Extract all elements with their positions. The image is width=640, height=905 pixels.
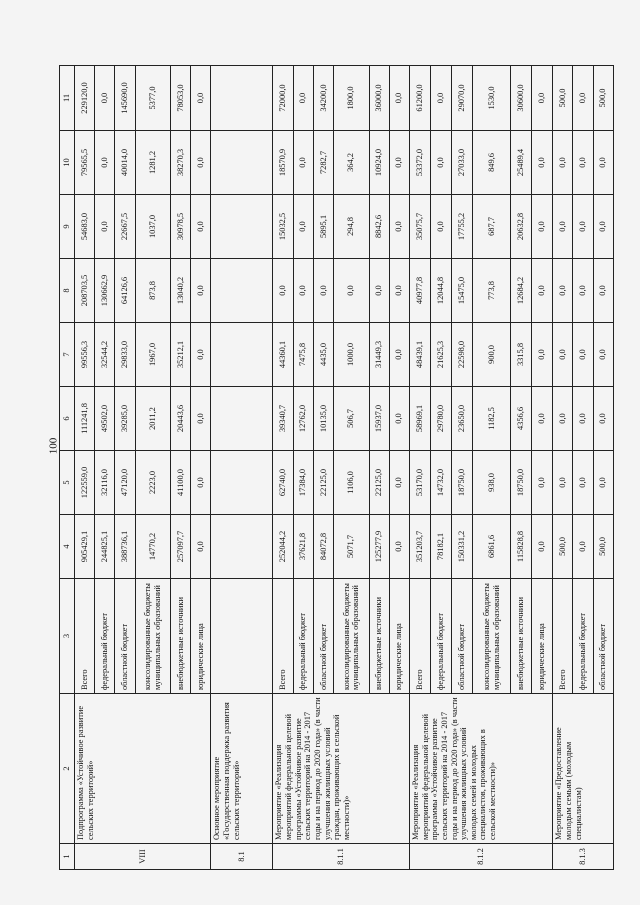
- empty-cell: [211, 451, 273, 515]
- amount-cell: 21625,3: [431, 323, 452, 387]
- amount-cell: 244825,1: [95, 515, 115, 579]
- amount-cell: 0,0: [593, 451, 613, 515]
- amount-cell: 0,0: [389, 515, 409, 579]
- amount-cell: 938,0: [473, 451, 510, 515]
- amount-cell: 39340,7: [273, 387, 293, 451]
- amount-cell: 0,0: [273, 259, 293, 323]
- funding-source: Всего: [75, 579, 95, 694]
- amount-cell: 58969,1: [409, 387, 430, 451]
- amount-cell: 0,0: [573, 451, 593, 515]
- amount-cell: 14770,2: [135, 515, 171, 579]
- amount-cell: 0,0: [431, 131, 452, 195]
- amount-cell: 0,0: [573, 323, 593, 387]
- amount-cell: 0,0: [95, 131, 115, 195]
- amount-cell: 0,0: [191, 515, 211, 579]
- amount-cell: 37621,8: [293, 515, 313, 579]
- amount-cell: 7282,7: [313, 131, 333, 195]
- amount-cell: 0,0: [313, 259, 333, 323]
- amount-cell: 0,0: [553, 387, 573, 451]
- amount-cell: 364,2: [333, 131, 369, 195]
- amount-cell: 31449,3: [369, 323, 389, 387]
- funding-source: консолидированные бюджеты муниципальных образований: [473, 579, 510, 694]
- amount-cell: 40977,8: [409, 259, 430, 323]
- amount-cell: 8842,6: [369, 195, 389, 259]
- amount-cell: 20443,6: [171, 387, 191, 451]
- amount-cell: 0,0: [191, 323, 211, 387]
- item-name: Мероприятие «Реализация мероприятий федеральной целевой программы «Устойчивое развитие сельских территорий на 2014 - 2017 годы и на период до 2020 года» (в части улучшения жилищных условий граждан, проживающих в сельской местности)»: [273, 694, 409, 844]
- empty-cell: [211, 387, 273, 451]
- amount-cell: 0,0: [573, 515, 593, 579]
- table-row: [75, 66, 95, 870]
- amount-cell: 29070,0: [452, 66, 473, 131]
- amount-cell: 29833,0: [115, 323, 135, 387]
- item-name: Мероприятие «Предоставление молодым семьям (молодым специалистам): [553, 694, 614, 844]
- amount-cell: 30978,5: [171, 195, 191, 259]
- amount-cell: 12044,8: [431, 259, 452, 323]
- amount-cell: 0,0: [191, 66, 211, 131]
- header-cell: 11: [60, 66, 75, 131]
- amount-cell: 0,0: [389, 131, 409, 195]
- amount-cell: 22598,0: [452, 323, 473, 387]
- funding-source: областной бюджет: [593, 579, 613, 694]
- amount-cell: 1530,0: [473, 66, 510, 131]
- amount-cell: 23650,0: [452, 387, 473, 451]
- amount-cell: 0,0: [389, 195, 409, 259]
- amount-cell: 0,0: [593, 131, 613, 195]
- header-cell: 8: [60, 259, 75, 323]
- funding-source: федеральный бюджет: [573, 579, 593, 694]
- amount-cell: 0,0: [531, 323, 552, 387]
- amount-cell: 900,0: [473, 323, 510, 387]
- amount-cell: 5377,0: [135, 66, 171, 131]
- amount-cell: 294,8: [333, 195, 369, 259]
- header-cell: 6: [60, 387, 75, 451]
- amount-cell: 229120,0: [75, 66, 95, 131]
- amount-cell: 12762,0: [293, 387, 313, 451]
- amount-cell: 0,0: [191, 131, 211, 195]
- empty-cell: [211, 195, 273, 259]
- empty-cell: [211, 515, 273, 579]
- amount-cell: 0,0: [333, 259, 369, 323]
- amount-cell: 53170,0: [409, 451, 430, 515]
- amount-cell: 13040,2: [171, 259, 191, 323]
- amount-cell: 15937,0: [369, 387, 389, 451]
- funding-source: внебюджетные источники: [369, 579, 389, 694]
- amount-cell: 873,8: [135, 259, 171, 323]
- empty-cell: [211, 131, 273, 195]
- amount-cell: 252044,2: [273, 515, 293, 579]
- amount-cell: 78182,1: [431, 515, 452, 579]
- amount-cell: 0,0: [293, 66, 313, 131]
- amount-cell: 0,0: [389, 387, 409, 451]
- amount-cell: 0,0: [95, 195, 115, 259]
- amount-cell: 61200,0: [409, 66, 430, 131]
- funding-source: внебюджетные источники: [171, 579, 191, 694]
- funding-source: областной бюджет: [115, 579, 135, 694]
- row-index: VIII: [75, 844, 211, 870]
- amount-cell: 0,0: [389, 451, 409, 515]
- amount-cell: 0,0: [553, 131, 573, 195]
- amount-cell: 22667,5: [115, 195, 135, 259]
- amount-cell: 1000,0: [333, 323, 369, 387]
- amount-cell: 0,0: [553, 259, 573, 323]
- amount-cell: 0,0: [389, 259, 409, 323]
- row-index: 8.1.3: [553, 844, 614, 870]
- funding-source: консолидированные бюджеты муниципальных образований: [135, 579, 171, 694]
- amount-cell: 84072,8: [313, 515, 333, 579]
- table-row: [553, 66, 573, 870]
- table-row: [409, 66, 430, 870]
- header-cell: 4: [60, 515, 75, 579]
- amount-cell: 0,0: [531, 515, 552, 579]
- amount-cell: 1967,0: [135, 323, 171, 387]
- funding-source: Всего: [553, 579, 573, 694]
- item-name: Подпрограмма «Устойчивое развитие сельских территорий»: [75, 694, 211, 844]
- amount-cell: 506,7: [333, 387, 369, 451]
- amount-cell: 0,0: [293, 259, 313, 323]
- amount-cell: 18750,0: [510, 451, 531, 515]
- amount-cell: 36000,0: [369, 66, 389, 131]
- amount-cell: 125277,9: [369, 515, 389, 579]
- funding-source: консолидированные бюджеты муниципальных образований: [333, 579, 369, 694]
- amount-cell: 0,0: [531, 387, 552, 451]
- amount-cell: 39285,0: [115, 387, 135, 451]
- amount-cell: 687,7: [473, 195, 510, 259]
- header-cell: 1: [60, 844, 75, 870]
- amount-cell: 0,0: [191, 195, 211, 259]
- amount-cell: 54683,0: [75, 195, 95, 259]
- amount-cell: 351203,7: [409, 515, 430, 579]
- amount-cell: 64126,6: [115, 259, 135, 323]
- header-cell: 3: [60, 579, 75, 694]
- amount-cell: 2223,0: [135, 451, 171, 515]
- amount-cell: 12684,2: [510, 259, 531, 323]
- funding-source: федеральный бюджет: [293, 579, 313, 694]
- amount-cell: 17755,2: [452, 195, 473, 259]
- amount-cell: 500,0: [553, 66, 573, 131]
- budget-table-sheet: [59, 65, 614, 870]
- amount-cell: 48439,1: [409, 323, 430, 387]
- amount-cell: 49502,0: [95, 387, 115, 451]
- amount-cell: 27033,0: [452, 131, 473, 195]
- funding-source: юридические лица: [389, 579, 409, 694]
- amount-cell: 0,0: [191, 451, 211, 515]
- amount-cell: 10924,0: [369, 131, 389, 195]
- amount-cell: 0,0: [293, 131, 313, 195]
- funding-source: внебюджетные источники: [510, 579, 531, 694]
- amount-cell: 79565,5: [75, 131, 95, 195]
- amount-cell: 0,0: [531, 66, 552, 131]
- amount-cell: 130662,9: [95, 259, 115, 323]
- header-cell: 9: [60, 195, 75, 259]
- amount-cell: 0,0: [531, 259, 552, 323]
- amount-cell: 500,0: [553, 515, 573, 579]
- amount-cell: 0,0: [389, 323, 409, 387]
- row-index: 8.1.1: [273, 844, 409, 870]
- amount-cell: 35212,1: [171, 323, 191, 387]
- amount-cell: 7475,8: [293, 323, 313, 387]
- amount-cell: 0,0: [553, 323, 573, 387]
- amount-cell: 30600,0: [510, 66, 531, 131]
- amount-cell: 78053,0: [171, 66, 191, 131]
- amount-cell: 905429,1: [75, 515, 95, 579]
- header-cell: 7: [60, 323, 75, 387]
- amount-cell: 20632,8: [510, 195, 531, 259]
- amount-cell: 72000,0: [273, 66, 293, 131]
- amount-cell: 208703,5: [75, 259, 95, 323]
- amount-cell: 0,0: [293, 195, 313, 259]
- amount-cell: 0,0: [531, 195, 552, 259]
- table-row: [273, 66, 293, 870]
- amount-cell: 111241,8: [75, 387, 95, 451]
- amount-cell: 22125,0: [313, 451, 333, 515]
- amount-cell: 0,0: [593, 259, 613, 323]
- amount-cell: 773,8: [473, 259, 510, 323]
- amount-cell: 25489,4: [510, 131, 531, 195]
- amount-cell: 0,0: [191, 387, 211, 451]
- amount-cell: 10135,0: [313, 387, 333, 451]
- amount-cell: 0,0: [431, 66, 452, 131]
- amount-cell: 388736,1: [115, 515, 135, 579]
- amount-cell: 0,0: [593, 323, 613, 387]
- page-number: 100: [47, 437, 60, 455]
- amount-cell: 0,0: [573, 195, 593, 259]
- amount-cell: 500,0: [593, 515, 613, 579]
- amount-cell: 38270,3: [171, 131, 191, 195]
- amount-cell: 0,0: [95, 66, 115, 131]
- empty-cell: [211, 579, 273, 694]
- amount-cell: 5895,1: [313, 195, 333, 259]
- empty-cell: [211, 323, 273, 387]
- amount-cell: 15475,0: [452, 259, 473, 323]
- amount-cell: 34200,0: [313, 66, 333, 131]
- amount-cell: 18570,9: [273, 131, 293, 195]
- item-name: Основное мероприятие «Государственная поддержка развития сельских территорий»: [211, 694, 273, 844]
- amount-cell: 150331,2: [452, 515, 473, 579]
- amount-cell: 0,0: [573, 131, 593, 195]
- amount-cell: 0,0: [573, 66, 593, 131]
- funding-source: федеральный бюджет: [431, 579, 452, 694]
- amount-cell: 0,0: [531, 451, 552, 515]
- amount-cell: 115828,8: [510, 515, 531, 579]
- amount-cell: 1106,0: [333, 451, 369, 515]
- amount-cell: 122559,0: [75, 451, 95, 515]
- amount-cell: 0,0: [553, 195, 573, 259]
- amount-cell: 35075,7: [409, 195, 430, 259]
- amount-cell: 500,0: [593, 66, 613, 131]
- funding-source: федеральный бюджет: [95, 579, 115, 694]
- header-row: [60, 66, 75, 870]
- amount-cell: 18750,0: [452, 451, 473, 515]
- amount-cell: 1281,2: [135, 131, 171, 195]
- item-name: Мероприятие «Реализация мероприятий федеральной целевой программы «Устойчивое развитие сельских территорий на 2014 - 2017 годы и на период до 2020 года» (в части улучшения жилищных условий молодых семей и молодых специалистов, проживающих в сельской местности)»: [409, 694, 552, 844]
- amount-cell: 29780,0: [431, 387, 452, 451]
- amount-cell: 3315,8: [510, 323, 531, 387]
- amount-cell: 1800,0: [333, 66, 369, 131]
- amount-cell: 14732,0: [431, 451, 452, 515]
- empty-cell: [211, 66, 273, 131]
- row-index: 8.1: [211, 844, 273, 870]
- amount-cell: 4356,6: [510, 387, 531, 451]
- amount-cell: 0,0: [553, 451, 573, 515]
- budget-table: [59, 65, 614, 870]
- amount-cell: 17384,0: [293, 451, 313, 515]
- amount-cell: 0,0: [369, 259, 389, 323]
- amount-cell: 99556,3: [75, 323, 95, 387]
- amount-cell: 40014,0: [115, 131, 135, 195]
- amount-cell: 257097,7: [171, 515, 191, 579]
- amount-cell: 0,0: [573, 387, 593, 451]
- amount-cell: 0,0: [593, 387, 613, 451]
- amount-cell: 53372,0: [409, 131, 430, 195]
- header-cell: 5: [60, 451, 75, 515]
- funding-source: юридические лица: [191, 579, 211, 694]
- amount-cell: 849,6: [473, 131, 510, 195]
- funding-source: областной бюджет: [313, 579, 333, 694]
- amount-cell: 0,0: [431, 195, 452, 259]
- amount-cell: 4435,0: [313, 323, 333, 387]
- amount-cell: 62740,0: [273, 451, 293, 515]
- amount-cell: 0,0: [573, 259, 593, 323]
- empty-cell: [211, 259, 273, 323]
- funding-source: Всего: [273, 579, 293, 694]
- amount-cell: 1182,5: [473, 387, 510, 451]
- amount-cell: 0,0: [389, 66, 409, 131]
- amount-cell: 22125,0: [369, 451, 389, 515]
- amount-cell: 0,0: [593, 195, 613, 259]
- amount-cell: 15032,5: [273, 195, 293, 259]
- amount-cell: 145690,0: [115, 66, 135, 131]
- amount-cell: 41100,0: [171, 451, 191, 515]
- header-cell: 2: [60, 694, 75, 844]
- header-cell: 10: [60, 131, 75, 195]
- amount-cell: 44360,1: [273, 323, 293, 387]
- amount-cell: 2011,2: [135, 387, 171, 451]
- row-index: 8.1.2: [409, 844, 552, 870]
- amount-cell: 32544,2: [95, 323, 115, 387]
- funding-source: Всего: [409, 579, 430, 694]
- funding-source: юридические лица: [531, 579, 552, 694]
- amount-cell: 47120,0: [115, 451, 135, 515]
- funding-source: областной бюджет: [452, 579, 473, 694]
- amount-cell: 0,0: [531, 131, 552, 195]
- amount-cell: 5071,7: [333, 515, 369, 579]
- amount-cell: 6861,6: [473, 515, 510, 579]
- section-row: [211, 66, 273, 870]
- amount-cell: 0,0: [191, 259, 211, 323]
- amount-cell: 32116,0: [95, 451, 115, 515]
- amount-cell: 1037,0: [135, 195, 171, 259]
